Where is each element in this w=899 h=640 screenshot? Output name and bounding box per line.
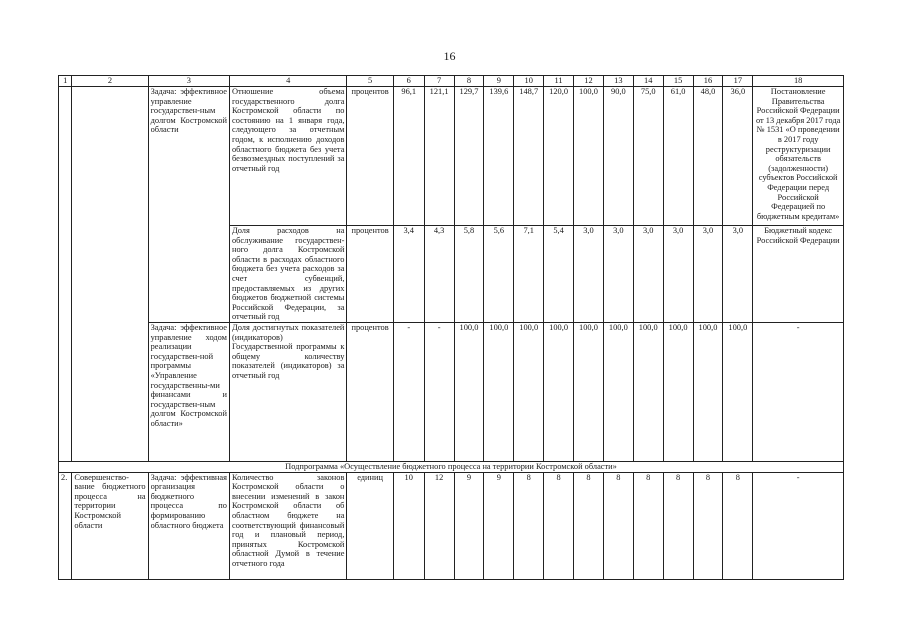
cell-unit: процентов [347, 322, 393, 461]
cell-value: 75,0 [633, 87, 663, 226]
cell-value: 100,0 [633, 322, 663, 461]
cell-value: 3,0 [693, 226, 723, 323]
cell-value: 8 [723, 472, 753, 579]
cell-value: 3,4 [393, 226, 424, 323]
cell-task: Задача: эффективная организация бюджетного процесса по формированию областного бюджета [148, 472, 229, 579]
table-row [59, 322, 844, 461]
indicators-table [58, 75, 844, 580]
header-row [59, 76, 844, 87]
cell-value: 8 [633, 472, 663, 579]
cell-task: Задача: эффективное управление государствен-ным долгом Костромской области [148, 87, 229, 323]
cell-unit: процентов [347, 87, 393, 226]
cell-value: 48,0 [693, 87, 723, 226]
cell-value: 9 [454, 472, 484, 579]
cell-num: 2. [59, 472, 72, 579]
cell-value: 8 [663, 472, 693, 579]
header-cell: 18 [753, 76, 844, 87]
cell-value: 100,0 [514, 322, 544, 461]
cell-value: 9 [484, 472, 514, 579]
cell-note: - [753, 472, 844, 579]
header-cell: 4 [229, 76, 346, 87]
cell-task: Задача: эффективное управление ходом реализации государствен-ной программы «Управление государственны-ми финансами и государствен-ным долгом Костромской области» [148, 322, 229, 461]
header-cell: 17 [723, 76, 753, 87]
cell-value: 12 [424, 472, 454, 579]
cell-value: 100,0 [484, 322, 514, 461]
cell-value: 3,0 [723, 226, 753, 323]
header-cell: 13 [603, 76, 633, 87]
cell-value: 3,0 [633, 226, 663, 323]
header-cell: 3 [148, 76, 229, 87]
cell-value: 100,0 [454, 322, 484, 461]
cell-indicator: Отношение объема государственного долга Костромской области по состоянию на 1 января года, следующего за отчетным годом, к исполнению доходов областного бюджета без учета безвозмездных поступлений за отчетный год [229, 87, 346, 226]
table-row [59, 472, 844, 579]
cell-goal: Совершенство-вание бюджетного процесса на территории Костромской области [72, 472, 148, 579]
header-cell: 15 [663, 76, 693, 87]
cell-value: 3,0 [603, 226, 633, 323]
cell-value: 8 [693, 472, 723, 579]
header-cell: 1 [59, 76, 72, 87]
cell-value: 8 [574, 472, 604, 579]
cell-value: 100,0 [663, 322, 693, 461]
header-cell: 9 [484, 76, 514, 87]
cell-indicator: Количество законов Костромской области о внесении изменений в закон Костромской области об областном бюджете на соответствующий финансовый год и плановый период, принятых Костромской областной Думой в течение отчетного года [229, 472, 346, 579]
cell-note: Постановление Правительства Российской Федерации от 13 декабря 2017 года № 1531 «О проведении в 2017 году реструктуризации обязательств (задолженности) субъектов Российской Федерации перед Российской Федерацией по бюджетным кредитам» [753, 87, 844, 226]
cell-note: Бюджетный кодекс Российской Федерации [753, 226, 844, 323]
cell-value: 5,8 [454, 226, 484, 323]
cell-value: 8 [514, 472, 544, 579]
cell-goal [72, 87, 148, 462]
cell-value: 5,4 [544, 226, 574, 323]
cell-value: 8 [544, 472, 574, 579]
cell-value: 100,0 [603, 322, 633, 461]
subprogram-title: Подпрограмма «Осуществление бюджетного процесса на территории Костромской области» [59, 461, 844, 472]
cell-value: 61,0 [663, 87, 693, 226]
cell-value: 120,0 [544, 87, 574, 226]
cell-indicator: Доля достигнутых показателей (индикаторов) Государственной программы к общему количеству показателей (индикаторов) за отчетный год [229, 322, 346, 461]
cell-value: 100,0 [544, 322, 574, 461]
subprogram-row [59, 461, 844, 472]
cell-value: 100,0 [693, 322, 723, 461]
cell-value: 148,7 [514, 87, 544, 226]
page-number: 16 [443, 49, 456, 63]
cell-value: 96,1 [393, 87, 424, 226]
cell-value: - [393, 322, 424, 461]
header-cell: 10 [514, 76, 544, 87]
cell-value: 3,0 [574, 226, 604, 323]
cell-value: 100,0 [723, 322, 753, 461]
cell-value: - [424, 322, 454, 461]
header-cell: 14 [633, 76, 663, 87]
header-cell: 16 [693, 76, 723, 87]
cell-value: 100,0 [574, 87, 604, 226]
cell-value: 90,0 [603, 87, 633, 226]
cell-unit: единиц [347, 472, 393, 579]
cell-value: 121,1 [424, 87, 454, 226]
cell-value: 3,0 [663, 226, 693, 323]
header-cell: 6 [393, 76, 424, 87]
cell-value: 4,3 [424, 226, 454, 323]
cell-value: 8 [603, 472, 633, 579]
cell-unit: процентов [347, 226, 393, 323]
cell-value: 100,0 [574, 322, 604, 461]
cell-value: 10 [393, 472, 424, 579]
cell-value: 36,0 [723, 87, 753, 226]
cell-value: 139,6 [484, 87, 514, 226]
cell-num [59, 87, 72, 462]
cell-note: - [753, 322, 844, 461]
header-cell: 12 [574, 76, 604, 87]
cell-value: 129,7 [454, 87, 484, 226]
header-cell: 5 [347, 76, 393, 87]
header-cell: 8 [454, 76, 484, 87]
table-row [59, 87, 844, 226]
header-cell: 7 [424, 76, 454, 87]
header-cell: 11 [544, 76, 574, 87]
cell-indicator: Доля расходов на обслуживание государствен-ного долга Костромской области в расходах областного бюджета без учета расходов за счет субвенций, предоставляемых из других бюджетов бюджетной системы Российской Федерации, за отчетный год [229, 226, 346, 323]
header-cell: 2 [72, 76, 148, 87]
cell-value: 5,6 [484, 226, 514, 323]
cell-value: 7,1 [514, 226, 544, 323]
